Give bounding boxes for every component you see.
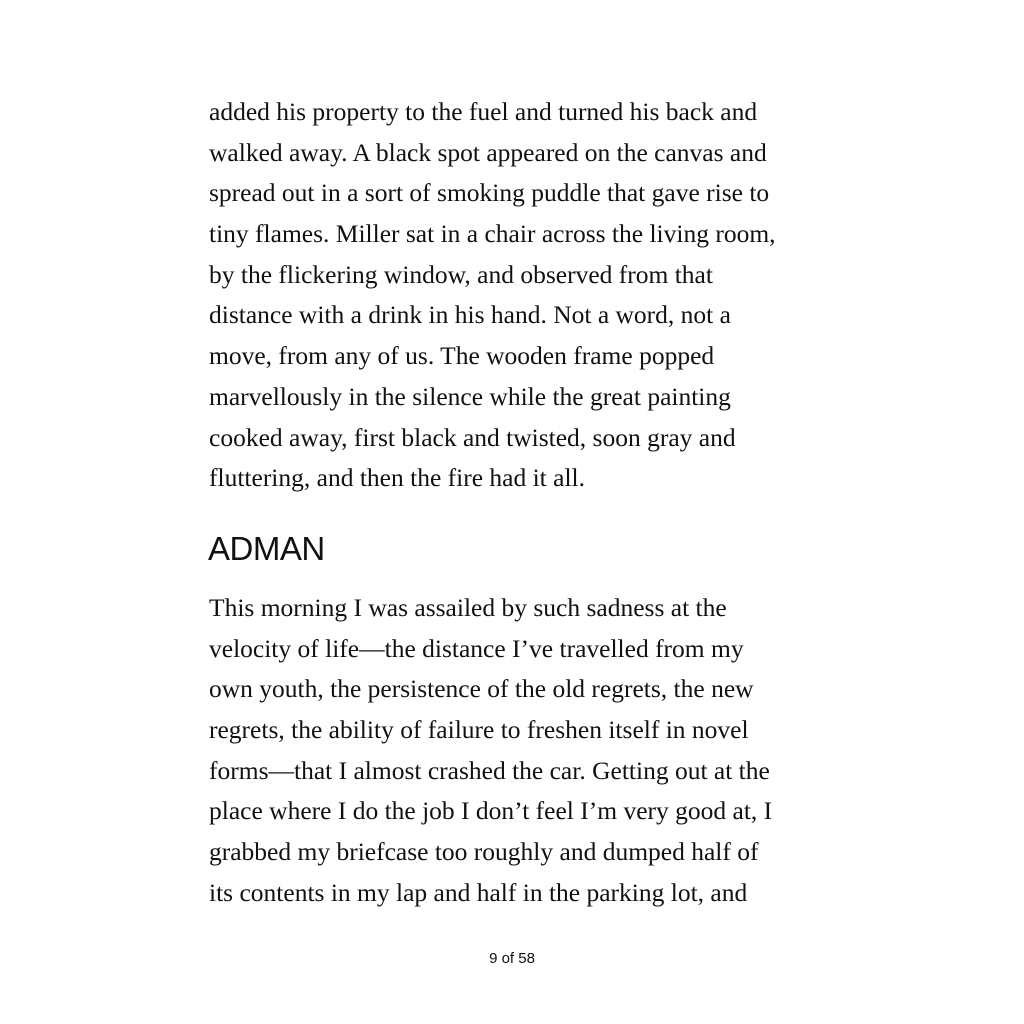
text-line: fluttering, and then the fire had it all. — [209, 463, 586, 493]
text-line: distance with a drink in his hand. Not a word, not a — [209, 300, 731, 330]
text-line: forms—that I almost crashed the car. Getting out at the — [209, 755, 770, 785]
text-line: by the flickering window, and observed from that — [209, 259, 713, 289]
text-line: velocity of life—the distance I’ve travelled from my — [209, 633, 744, 663]
text-line: This morning I was assailed by such sadness at the — [209, 593, 727, 622]
section-heading: ADMAN — [208, 530, 325, 567]
text-line: own youth, the persistence of the old regrets, the new — [209, 674, 754, 704]
paragraph-2 — [209, 588, 829, 914]
page-indicator: 9 of 58 — [489, 950, 535, 967]
text-line: added his property to the fuel and turned his back and — [209, 97, 758, 126]
text-line: regrets, the ability of failure to freshen itself in novel — [209, 715, 749, 745]
text-line: cooked away, first black and twisted, soon gray and — [209, 422, 736, 452]
text-line: walked away. A black spot appeared on the canvas and — [209, 137, 767, 167]
text-line: tiny flames. Miller sat in a chair across the living room, — [209, 219, 776, 249]
paragraph-1 — [209, 92, 829, 499]
text-line: spread out in a sort of smoking puddle that gave rise to — [209, 178, 770, 208]
text-line: move, from any of us. The wooden frame popped — [209, 341, 715, 371]
text-line: place where I do the job I don’t feel I’m very good at, I — [209, 796, 773, 826]
text-line: grabbed my briefcase too roughly and dumped half of — [209, 837, 759, 867]
text-line: its contents in my lap and half in the parking lot, and — [209, 877, 748, 907]
text-line: marvellously in the silence while the great painting — [209, 381, 731, 411]
